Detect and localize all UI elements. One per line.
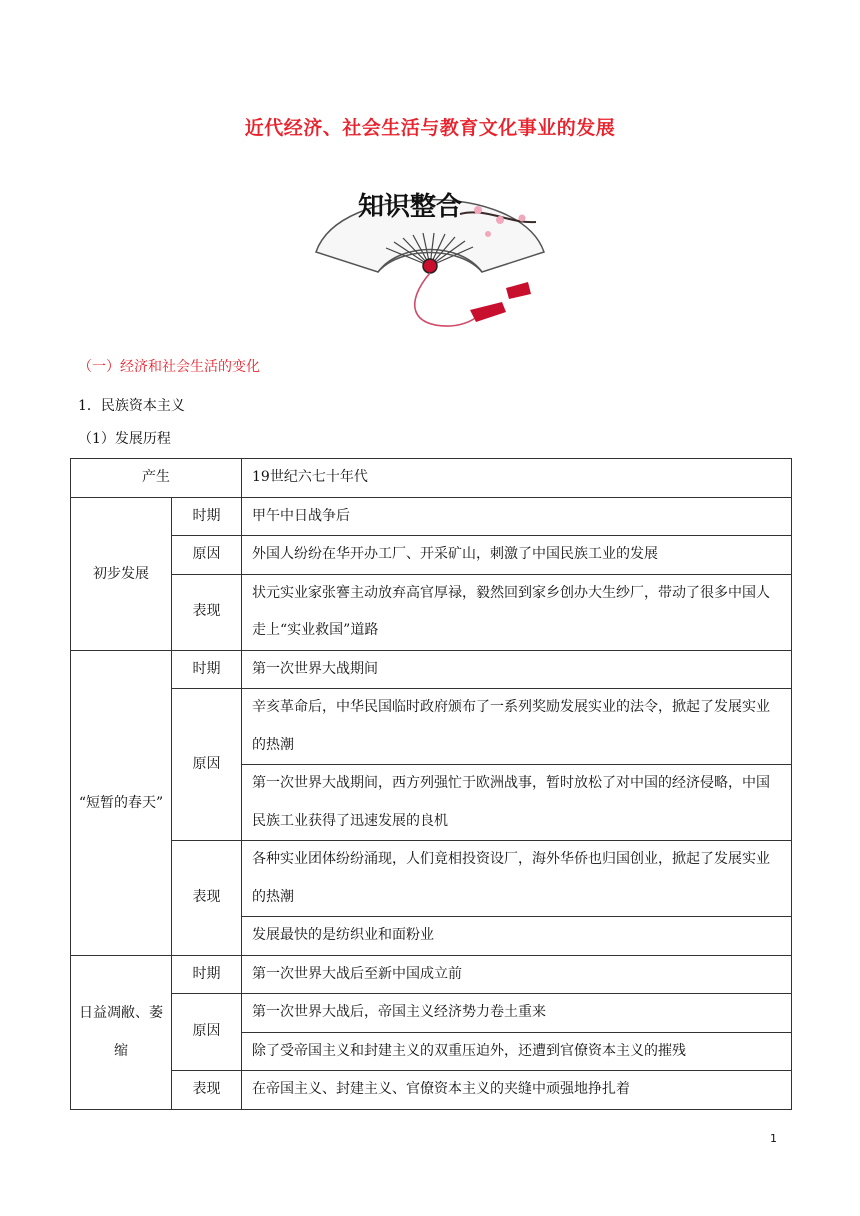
table-row — [71, 650, 792, 689]
table-row — [71, 955, 792, 994]
table-row — [71, 994, 792, 1033]
subheading-national-capitalism: 1．民族资本主义 — [78, 398, 185, 414]
stage3-performance-label: 表现 — [172, 1071, 242, 1110]
stage2-cause-label: 原因 — [172, 689, 242, 841]
section-heading: （一）经济和社会生活的变化 — [78, 359, 260, 375]
page-number: 1 — [770, 1132, 777, 1145]
banner-text: 知识整合 — [358, 192, 463, 222]
stage3-period-label: 时期 — [172, 955, 242, 994]
stage1-cause-label: 原因 — [172, 536, 242, 575]
stage1-performance: 状元实业家张謇主动放弃高官厚禄，毅然回到家乡创办大生纱厂，带动了很多中国人走上“实业救国”道路 — [242, 574, 792, 650]
stage2-performance-label: 表现 — [172, 841, 242, 956]
origin-label: 产生 — [71, 459, 242, 498]
stage2-period: 第一次世界大战期间 — [242, 650, 792, 689]
stage3-period: 第一次世界大战后至新中国成立前 — [242, 955, 792, 994]
stage2-name: “短暂的春天” — [71, 650, 172, 955]
origin-value: 19世纪六七十年代 — [242, 459, 792, 498]
stage3-cause-2: 除了受帝国主义和封建主义的双重压迫外，还遭到官僚资本主义的摧残 — [242, 1032, 792, 1071]
development-table — [70, 458, 792, 1110]
knowledge-fan-banner — [310, 162, 550, 338]
stage1-performance-label: 表现 — [172, 574, 242, 650]
stage2-cause-2: 第一次世界大战期间，西方列强忙于欧洲战事，暂时放松了对中国的经济侵略，中国民族工业获得了迅速发展的良机 — [242, 765, 792, 841]
subheading-development-history: （1）发展历程 — [78, 431, 171, 447]
stage3-performance: 在帝国主义、封建主义、官僚资本主义的夹缝中顽强地挣扎着 — [242, 1071, 792, 1110]
table-row — [71, 536, 792, 575]
table-row — [71, 1071, 792, 1110]
stage2-performance-2: 发展最快的是纺织业和面粉业 — [242, 917, 792, 956]
stage2-performance-1: 各种实业团体纷纷涌现，人们竟相投资设厂，海外华侨也归国创业，掀起了发展实业的热潮 — [242, 841, 792, 917]
stage3-name: 日益凋敝、萎缩 — [71, 955, 172, 1109]
stage2-period-label: 时期 — [172, 650, 242, 689]
table-row — [71, 497, 792, 536]
stage3-cause-1: 第一次世界大战后，帝国主义经济势力卷土重来 — [242, 994, 792, 1033]
stage1-period: 甲午中日战争后 — [242, 497, 792, 536]
stage1-period-label: 时期 — [172, 497, 242, 536]
stage3-cause-label: 原因 — [172, 994, 242, 1071]
stage1-cause: 外国人纷纷在华开办工厂、开采矿山，刺激了中国民族工业的发展 — [242, 536, 792, 575]
folding-fan-illustration — [310, 162, 550, 338]
table-row — [71, 459, 792, 498]
document-title: 近代经济、社会生活与教育文化事业的发展 — [244, 117, 616, 139]
stage2-cause-1: 辛亥革命后，中华民国临时政府颁布了一系列奖励发展实业的法令，掀起了发展实业的热潮 — [242, 689, 792, 765]
stage1-name: 初步发展 — [71, 497, 172, 650]
